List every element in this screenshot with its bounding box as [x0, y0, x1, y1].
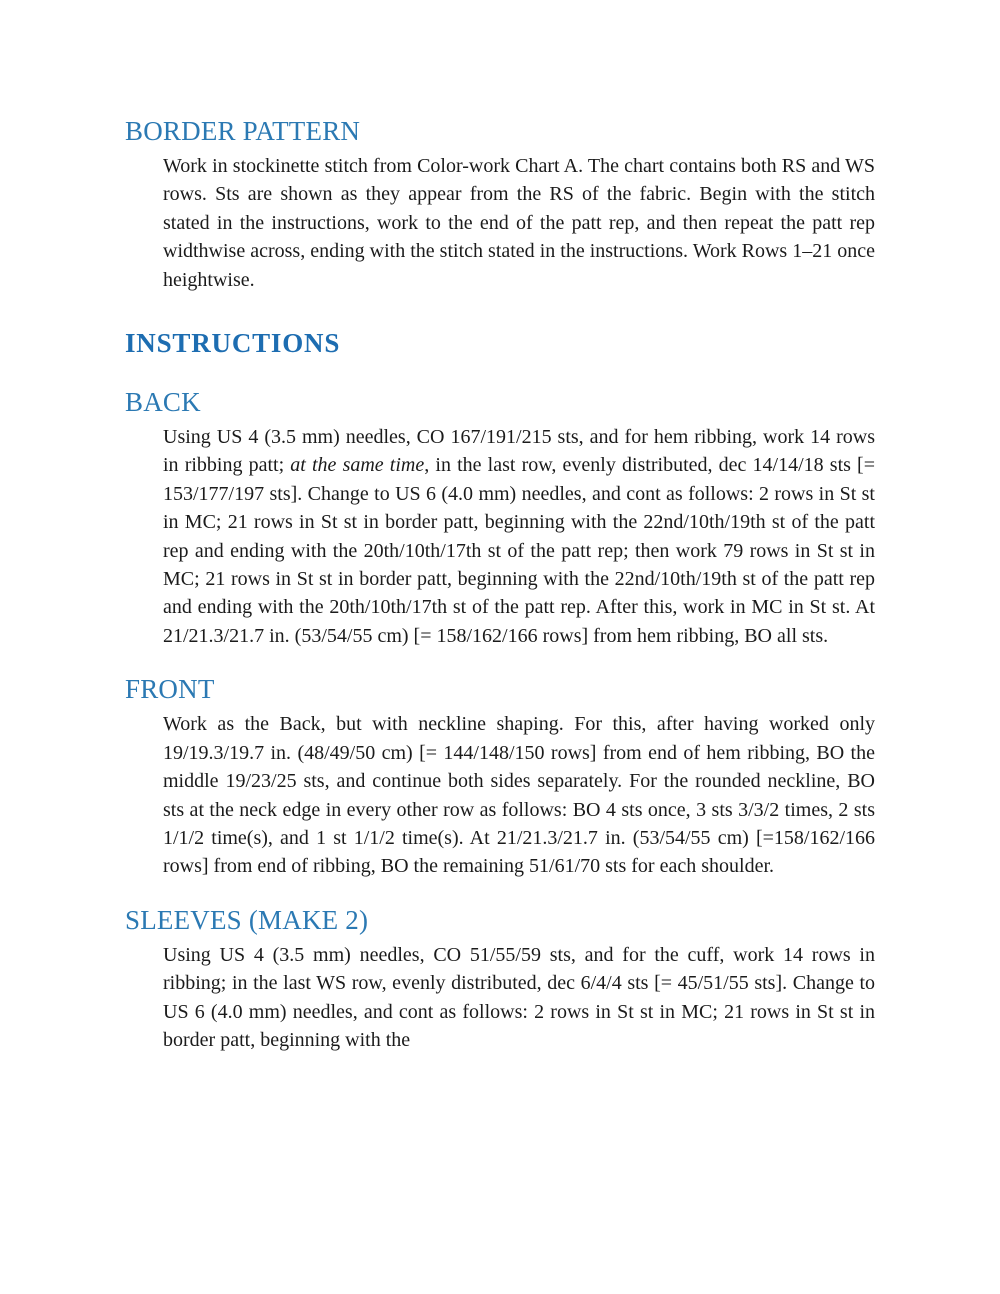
sleeves-paragraph: Using US 4 (3.5 mm) needles, CO 51/55/59 sts, and for the cuff, work 14 rows in ribbing; in the last WS row, evenly distributed, dec 6/4/4 sts [= 45/51/55 sts]. Change to US 6 (4.0 mm) needles, and cont as follows: 2 rows in St st in MC; 21 rows in St st in border patt, beginning with the [163, 943, 875, 1051]
section-heading-border-pattern: BORDER PATTERN [125, 116, 361, 146]
border-pattern-paragraph: Work in stockinette stitch from Color-work Chart A. The chart contains both RS and WS rows. Sts are shown as they appear from the RS of the fabric. Begin with the stitch stated in the instructions, work to the end of the patt rep, and then repeat the patt rep widthwise across, ending with the stitch stated in the instructions. Work Rows 1–21 once heightwise. [163, 155, 875, 291]
back-paragraph-part-1: Using US 4 (3.5 mm) needles, CO 167/191/215 sts, and for hem ribbing, work 14 rows in ribbing patt; [163, 426, 875, 477]
front-paragraph: Work as the Back, but with neckline shaping. For this, after having worked only 19/19.3/19.7 in. (48/49/50 cm) [= 144/148/150 rows] from end of hem ribbing, BO the middle 19/23/25 sts, and continue both sides separately. For the rounded neckline, BO sts at the neck edge in every other row as follows: BO 4 sts once, 3 sts 3/3/2 times, 2 sts 1/1/2 time(s), and 1 st 1/1/2 time(s). At 21/21.3/21.7 in. (53/54/55 cm) [=158/162/166 rows] from end of ribbing, BO the remaining 51/61/70 sts for each shoulder. [163, 713, 875, 878]
section-heading-front: FRONT [125, 674, 215, 705]
back-paragraph-italic-phrase: at the same time [290, 454, 425, 477]
section-heading-back: BACK [125, 387, 201, 418]
section-heading-instructions: INSTRUCTIONS [125, 328, 341, 359]
back-paragraph [163, 423, 875, 650]
section-heading-sleeves: SLEEVES (MAKE 2) [125, 904, 369, 935]
back-paragraph-part-2: , in the last row, evenly distributed, dec 14/14/18 sts [= 153/177/197 sts]. Change to US 6 (4.0 mm) needles, and cont as follows: 2 rows in St st in MC; 21 rows in St st in border patt, beginning with the 22nd/10th/19th st of the patt rep and ending with the 20th/10th/17th st of the patt rep; then work 79 rows in St st in MC; 21 rows in St st in border patt, beginning with the 22nd/10th/19th st of the patt rep and ending with the 20th/10th/17th st of the patt rep. After this, work in MC in St st. At 21/21.3/21.7 in. (53/54/55 cm) [= 158/162/166 rows] from hem ribbing, BO all sts. [163, 454, 875, 647]
